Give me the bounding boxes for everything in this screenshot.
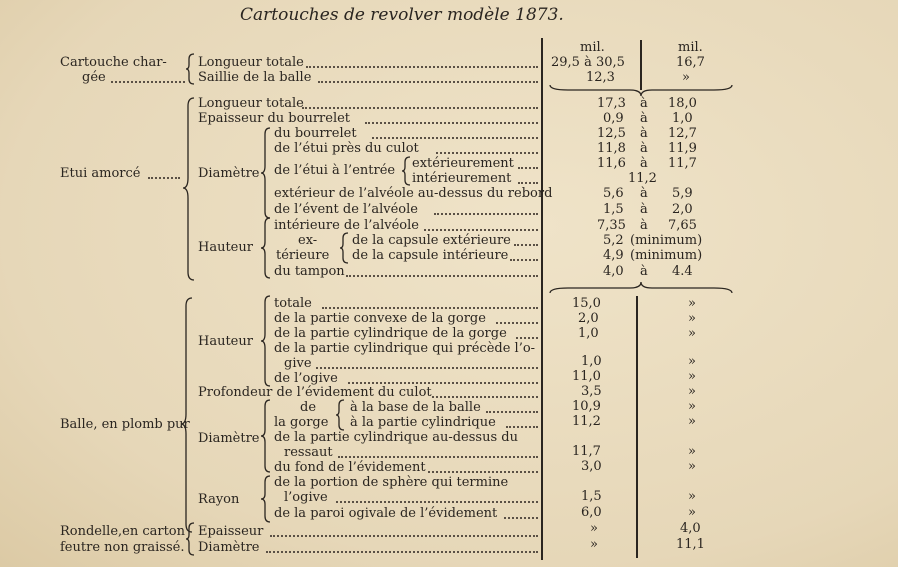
brace-entree (402, 156, 412, 186)
sublabel-hauteur: Hauteur (198, 334, 253, 349)
brace-balle-diametre (260, 398, 272, 474)
row-label: de la paroi ogivale de l’évidement (274, 506, 498, 521)
column-divider-bottom (636, 296, 638, 558)
row-label: de la partie convexe de la gorge (274, 311, 486, 326)
row-label: Profondeur de l’évidement du culot (198, 385, 432, 400)
row-label: Longueur totale (198, 55, 304, 70)
group-balle-label: Balle, en plomb pur (60, 417, 190, 432)
brace-rondelle (186, 522, 196, 556)
sublabel-diametre: Diamètre (198, 166, 260, 181)
row-label: Diamètre (198, 540, 260, 555)
brace-capsule (340, 232, 350, 264)
brace-cartouche (186, 53, 196, 85)
value-col1: 12,3 (586, 70, 615, 85)
brace-etui-hauteur (260, 216, 272, 280)
group-cartouche-label-2: gée (82, 70, 106, 85)
value-col1: 29,5 à 30,5 (551, 55, 625, 70)
brace-balle-hauteur (260, 294, 272, 388)
unit-col1: mil. (580, 40, 605, 55)
row-label: du bourrelet (274, 126, 357, 141)
row-label: à la partie cylindrique (350, 415, 496, 430)
row-label: Saillie de la balle (198, 70, 312, 85)
row-label: de l’étui près du culot (274, 141, 419, 156)
row-label: du fond de l’évidement (274, 460, 426, 475)
row-label: Longueur totale (198, 96, 304, 111)
book-page: Cartouches de revolver modèle 1873. mil. mil. Cartouche char- gée Longueur totale 29,5 à 30,5 16,7 Saillie de la balle 12,3 » Etui amorcé Longueur totale 17,3 à 18,0 Epaisseur du bourrelet 0,9 à 1,0 Diamètre du bourrelet 12,5 à 12,7 de l’étui près du culot 11,8 à 11,9 de l’étui à l’entrée extérieurement 11,6 à 11,7 intérieurement 11,2 extérieur de l’alvéole au-dessus du rebord 5,6 à 5,9 de l’évent de l’alvéole 1,5 à 2,0 Hauteur intérieure de l’alvéole 7,35 à 7,65 ex- térieure de la capsule extérieure 5,2 (minimum) de la capsule intérieure 4,9 (minimum) du tampon 4,0 à 4.4 Balle, en plomb pur Hauteur totale 15,0 » de la partie convexe de la gorge 2,0 » de la partie cylindrique de la gorge 1,0 » de la partie cylindrique qui précède l’o- give 1,0 » de l’ogive 11,0 » Profondeur de l’évidement du culot 3,5 » Diamètre de la gorge à la base de la balle 10,9 » à la partie cylindrique 11,2 » de la partie cylindrique au-dessus du ressaut 11,7 » du fond de l’évidement 3,0 » Rayon de la portion de sphère qui termine l’ogive 1,5 » de la paroi ogivale de l’évidement 6,0 » Rondelle,en carton feutre non graissé. Epaisseur » 4,0 Diamètre » 11,1 (0, 0, 898, 567)
row-label: Epaisseur du bourrelet (198, 111, 351, 126)
row-label: intérieure de l’alvéole (274, 218, 419, 233)
row-label: de l’évent de l’alvéole (274, 202, 418, 217)
group-etui-label: Etui amorcé (60, 166, 141, 181)
row-label: du tampon (274, 264, 345, 279)
brace-etui (182, 96, 196, 282)
row-label: de la partie cylindrique de la gorge (274, 326, 507, 341)
row-label: de la portion de sphère qui termine (274, 475, 509, 490)
group-rondelle-label-2: feutre non graissé. (60, 540, 185, 555)
group-rondelle-label-1: Rondelle,en carton (60, 524, 186, 539)
group-cartouche-label-1: Cartouche char- (60, 55, 167, 70)
brace-balle-rayon (260, 474, 272, 524)
row-label: de la capsule intérieure (352, 248, 509, 263)
column-divider-main (541, 38, 543, 560)
row-label: totale (274, 296, 312, 311)
sublabel-diametre: Diamètre (198, 431, 260, 446)
row-label-cont: ressaut (284, 445, 333, 460)
row-label-cont: give (284, 356, 312, 371)
row-label: de la partie cylindrique au-dessus du (274, 430, 518, 445)
row-label: Epaisseur (198, 524, 264, 539)
row-label: de l’étui à l’entrée (274, 163, 396, 178)
brace-gorge (336, 399, 346, 431)
value-col2: » (682, 70, 690, 85)
row-label: intérieurement (412, 171, 512, 186)
row-label: de l’ogive (274, 371, 338, 386)
column-brace-mid (548, 280, 734, 296)
brace-etui-diametre (260, 126, 272, 220)
sublabel-hauteur: Hauteur (198, 240, 253, 255)
row-label: de la capsule extérieure (352, 233, 511, 248)
sublabel-rayon: Rayon (198, 492, 240, 507)
value-col2: 16,7 (676, 55, 705, 70)
row-label: à la base de la balle (350, 400, 481, 415)
page-title: Cartouches de revolver modèle 1873. (240, 5, 564, 25)
row-label: de la partie cylindrique qui précède l’o- (274, 341, 536, 356)
unit-col2: mil. (678, 40, 703, 55)
brace-balle (180, 296, 194, 534)
row-label: extérieur de l’alvéole au-dessus du rebord (274, 186, 553, 201)
row-label-cont: l’ogive (284, 490, 328, 505)
row-label: extérieurement (412, 156, 514, 171)
